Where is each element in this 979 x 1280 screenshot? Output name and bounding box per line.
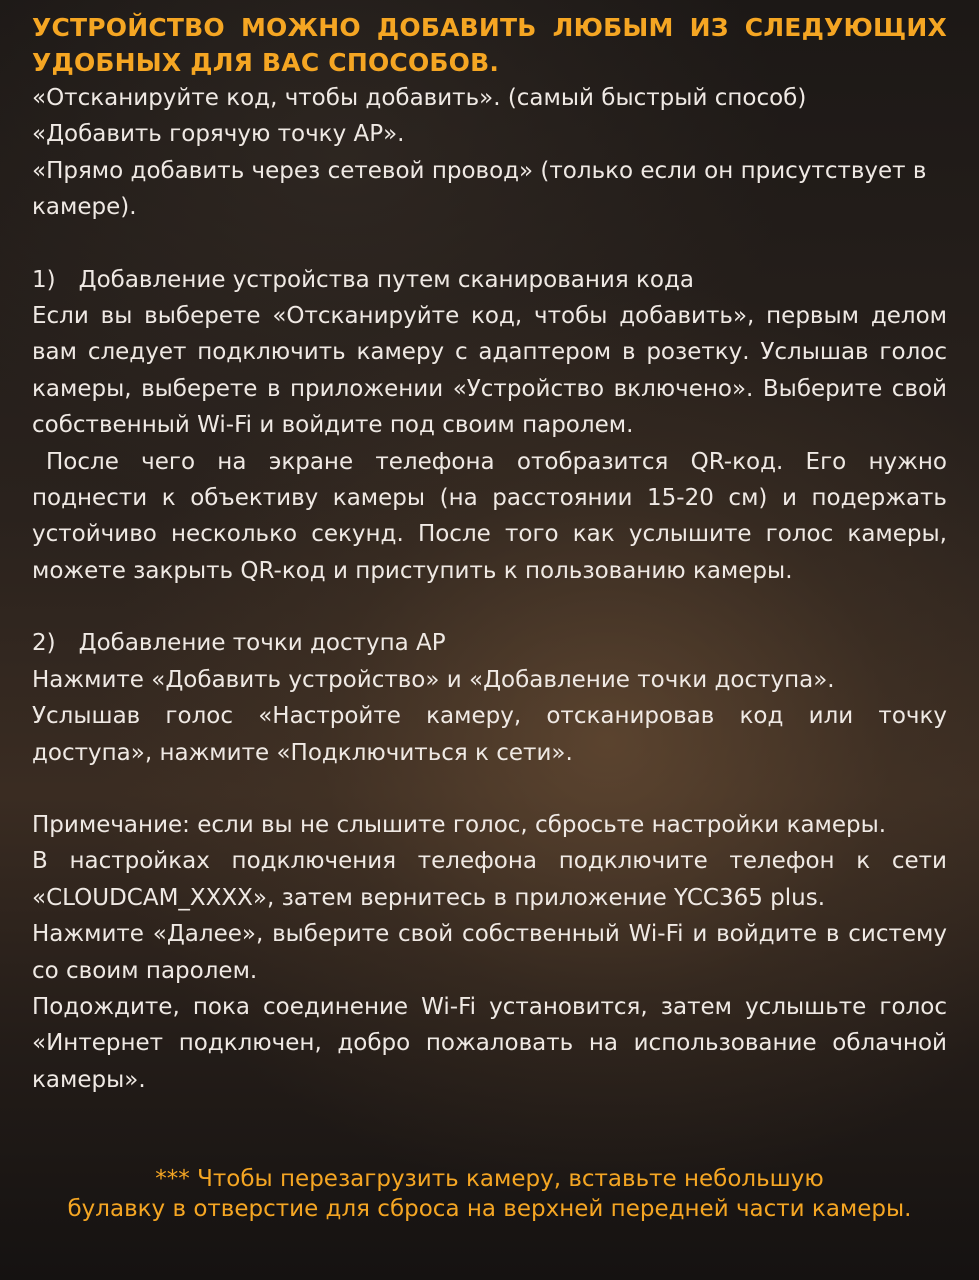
- intro-method-cable: «Прямо добавить через сетевой провод» (только если он присутствует в камере).: [32, 157, 927, 221]
- spacer: [32, 771, 947, 807]
- section-access-point: [32, 625, 947, 771]
- page-heading: [32, 10, 947, 80]
- intro-methods: [32, 80, 947, 226]
- reset-footnote: [32, 1164, 947, 1224]
- intro-method-scan: «Отсканируйте код, чтобы добавить». (самый быстрый способ): [32, 85, 807, 111]
- note-line-2: В настройках подключения телефона подключите телефон к сети «CLOUDCAM_XXXX», затем вернитесь в приложение YCC365 plus.: [32, 848, 947, 911]
- note-line-4: Подождите, пока соединение Wi-Fi установится, затем услышьте голос «Интернет подключен, добро пожаловать на использование облачной камеры».: [32, 993, 947, 1093]
- note-line-3: Нажмите «Далее», выберите свой собственный Wi-Fi и войдите в систему со своим паролем.: [32, 921, 947, 984]
- section-1-title: 1) Добавление устройства путем сканирования кода: [32, 266, 694, 293]
- note-block: [32, 807, 947, 1098]
- intro-method-hotspot: «Добавить горячую точку АР».: [32, 121, 405, 148]
- section-1-paragraph-1: Если вы выберете «Отсканируйте код, чтобы добавить», первым делом вам следует подключить камеру с адаптером в розетку. Услышав голос камеры, выберете в приложении «Устройство включено». Выберите свой собственный Wi-Fi и войдите под своим паролем.: [32, 303, 947, 439]
- note-line-1: Примечание: если вы не слышите голос, сбросьте настройки камеры.: [32, 811, 887, 838]
- footnote-line-1: *** Чтобы перезагрузить камеру, вставьте небольшую: [155, 1166, 824, 1192]
- section-2-paragraph-2: Услышав голос «Настройте камеру, отсканировав код или точку доступа», нажмите «Подключиться к сети».: [32, 703, 947, 766]
- spacer: [32, 226, 947, 262]
- section-scan-code: [32, 262, 947, 590]
- spacer: [32, 589, 947, 625]
- section-2-title: 2) Добавление точки доступа АР: [32, 630, 446, 657]
- heading-line-2: УДОБНЫХ ДЛЯ ВАС СПОСОБОВ.: [32, 48, 500, 77]
- heading-line-1: УСТРОЙСТВО МОЖНО ДОБАВИТЬ ЛЮБЫМ ИЗ СЛЕДУЮЩИХ: [32, 13, 947, 42]
- section-2-paragraph-1: Нажмите «Добавить устройство» и «Добавление точки доступа».: [32, 666, 835, 693]
- section-1-paragraph-2: После чего на экране телефона отобразится QR-код. Его нужно поднести к объективу камеры (на расстоянии 15-20 см) и подержать устойчиво несколько секунд. После того как услышите голос камеры, можете закрыть QR-код и приступить к пользованию камеры.: [32, 448, 947, 584]
- footnote-line-2: булавку в отверстие для сброса на верхней передней части камеры.: [67, 1196, 912, 1222]
